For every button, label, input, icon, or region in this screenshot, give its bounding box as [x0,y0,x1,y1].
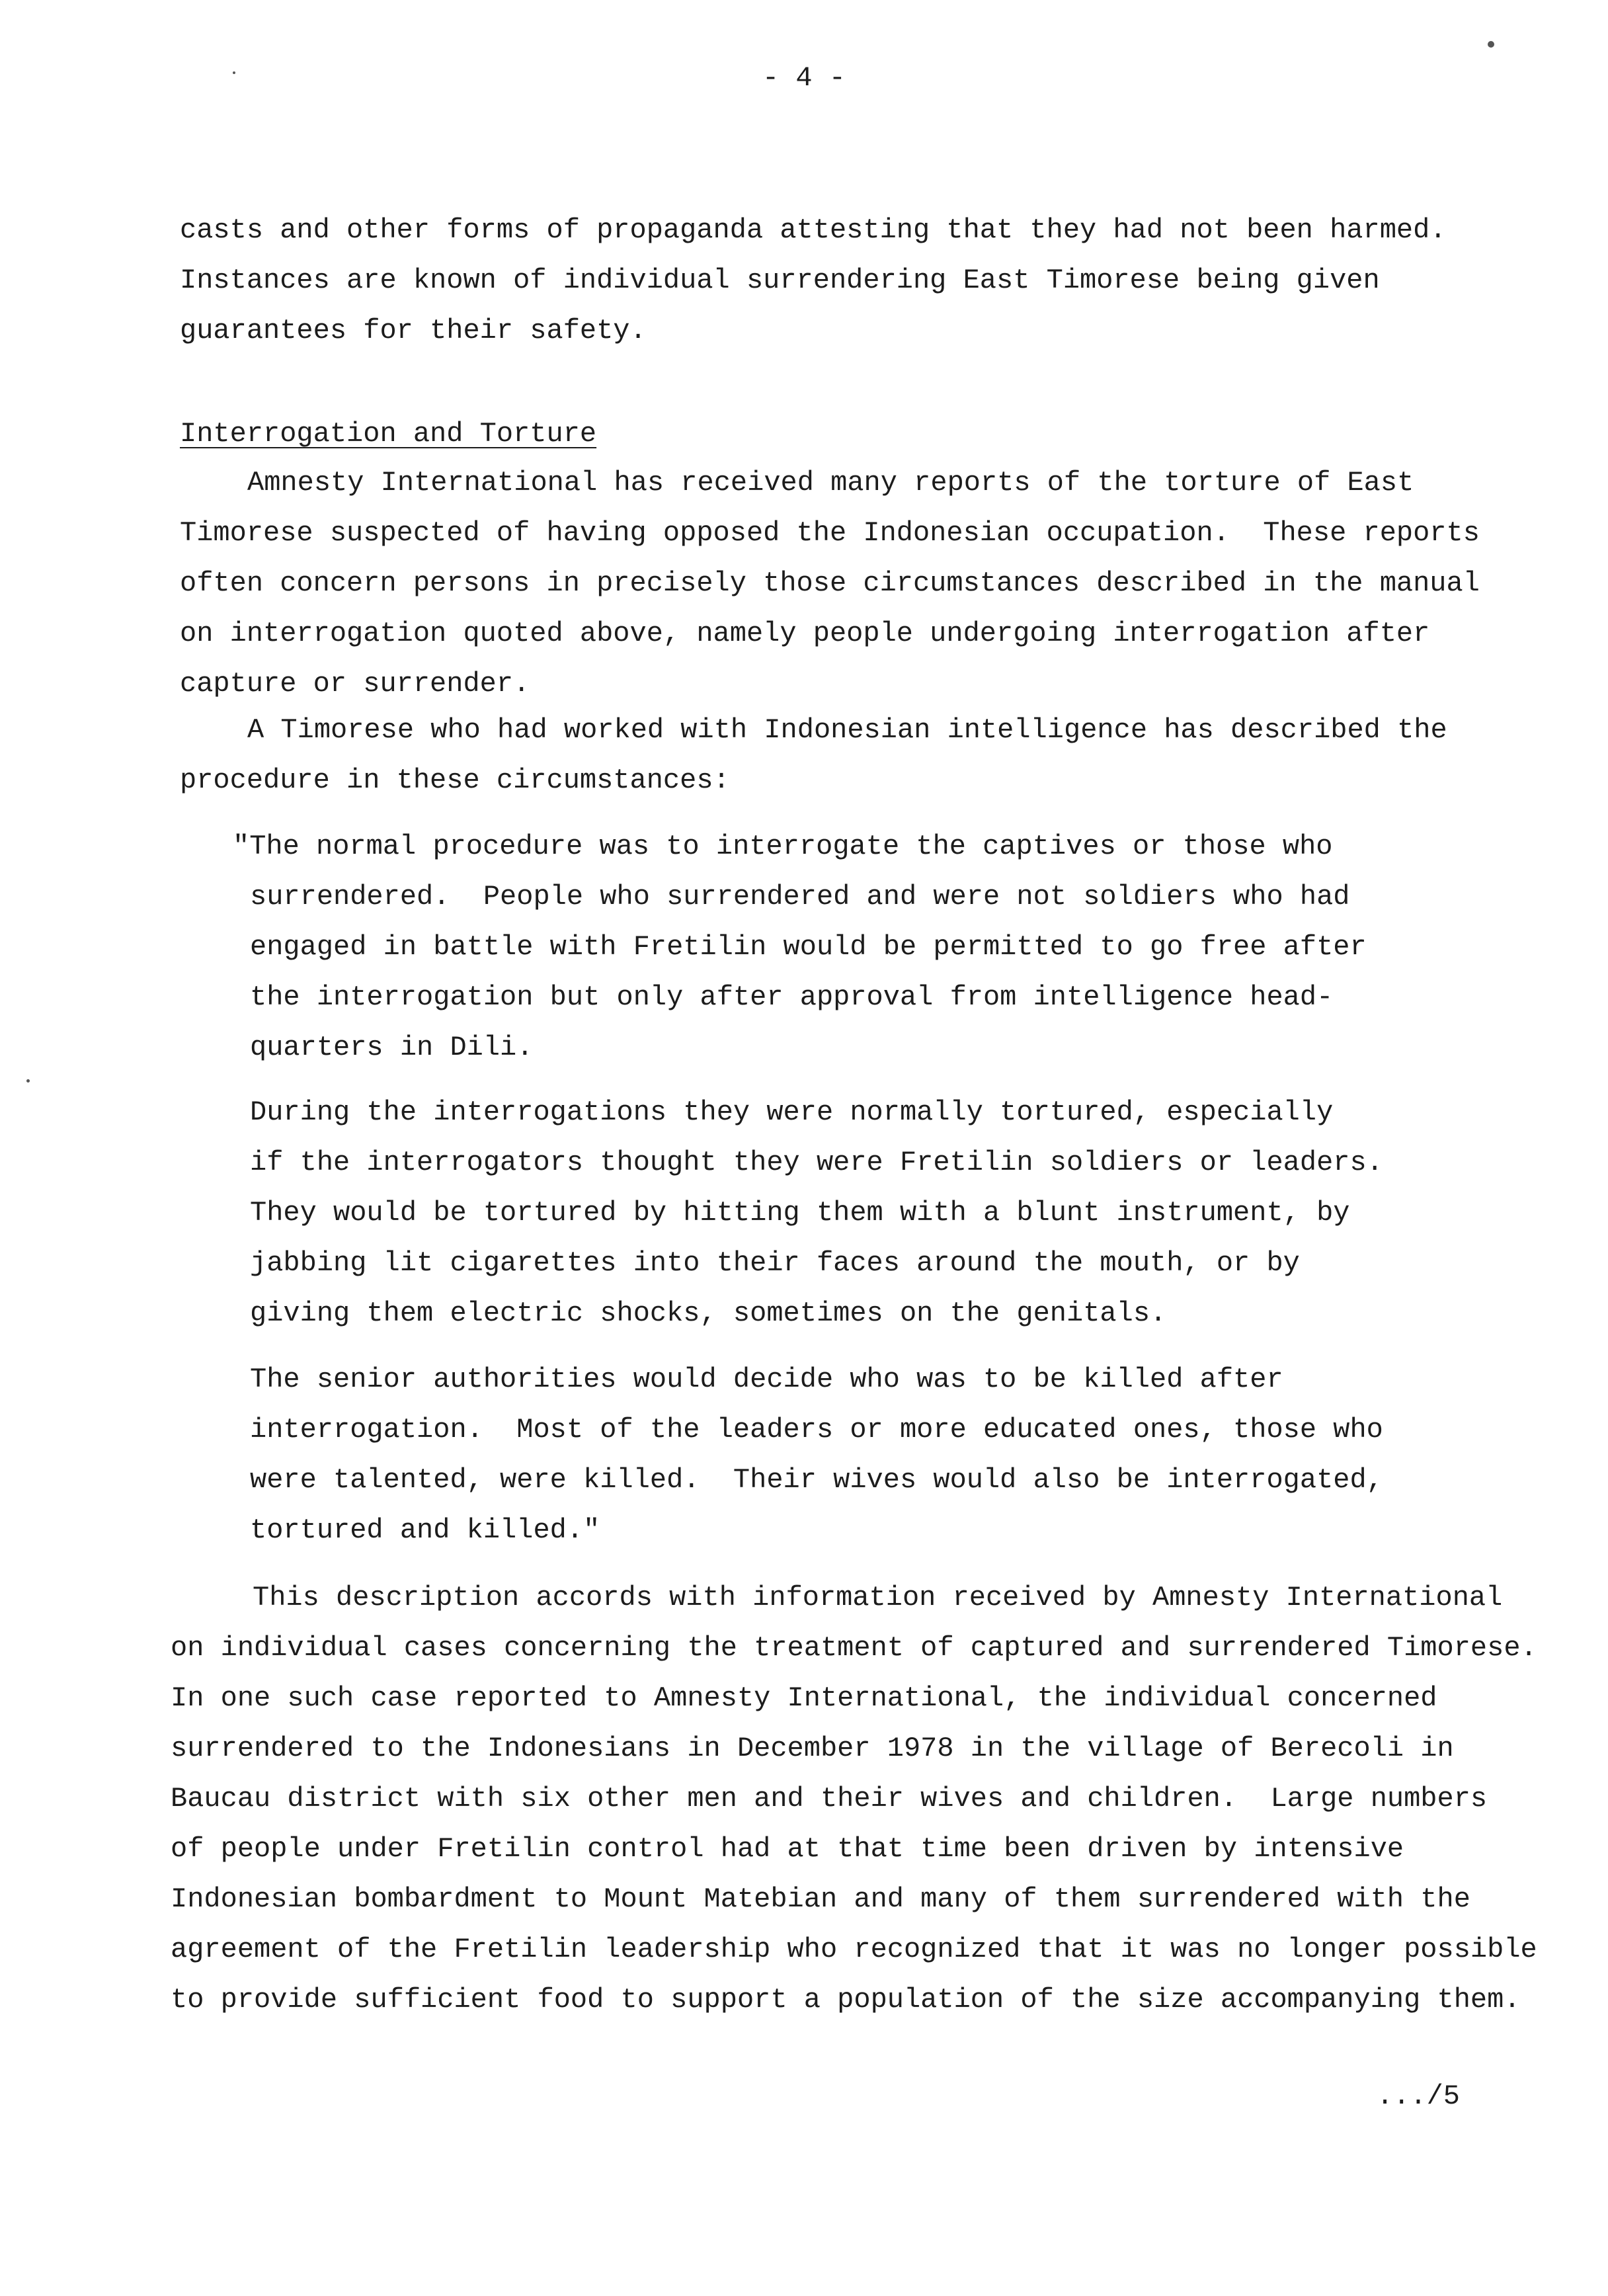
page-number: - 4 - [762,62,846,94]
text-line: of people under Fretilin control had at that time been driven by intensive [171,1833,1404,1865]
text-line: surrendered to the Indonesians in December 1978 in the village of Berecoli in [171,1733,1454,1764]
paragraph-timorese [180,705,1447,805]
paragraph-reports [180,458,1480,709]
text-line: giving them electric shocks, sometimes on the genitals. [250,1297,1167,1329]
text-line: procedure in these circumstances: [180,764,730,796]
text-line: Indonesian bombardment to Mount Matebian and many of them surrendered with the [171,1883,1470,1915]
text-line: In one such case reported to Amnesty International, the individual concerned [171,1682,1437,1714]
text-line: Baucau district with six other men and their wives and children. Large numbers [171,1783,1488,1815]
text-line: often concern persons in precisely those circumstances described in the manual [180,567,1480,599]
text-line: were talented, were killed. Their wives would also be interrogated, [250,1464,1383,1496]
text-line: They would be tortured by hitting them with a blunt instrument, by [250,1197,1350,1229]
text-line: agreement of the Fretilin leadership who recognized that it was no longer possible [171,1934,1537,1965]
text-line: engaged in battle with Fretilin would be permitted to go free after [250,931,1367,963]
closing-paragraph [171,1573,1537,2025]
text-line: A Timorese who had worked with Indonesian intelligence has described the [247,714,1447,746]
quote-paragraph-3 [250,1354,1383,1555]
text-line: casts and other forms of propaganda attesting that they had not been harmed. [180,214,1447,246]
text-line: on individual cases concerning the treatment of captured and surrendered Timorese. [171,1632,1537,1664]
text-line: Instances are known of individual surrendering East Timorese being given [180,265,1380,296]
margin-speck [26,1079,30,1083]
text-line: interrogation. Most of the leaders or more educated ones, those who [250,1414,1383,1446]
text-line: surrendered. People who surrendered and were not soldiers who had [250,881,1350,913]
text-line: guarantees for their safety. [180,315,647,347]
opening-paragraph [180,205,1447,356]
text-line: capture or surrender. [180,668,530,700]
text-line: the interrogation but only after approval from intelligence head- [250,981,1334,1013]
quote-paragraph-1 [233,821,1367,1073]
text-line: This description accords with information received by Amnesty International [253,1582,1503,1614]
continuation-marker: .../5 [1376,2080,1460,2112]
text-line: During the interrogations they were normally tortured, especially [250,1096,1334,1128]
text-line: "The normal procedure was to interrogate the captives or those who [233,831,1333,862]
text-line: on interrogation quoted above, namely people undergoing interrogation after [180,618,1430,649]
section-heading: Interrogation and Torture [180,418,597,450]
text-line: Timorese suspected of having opposed the Indonesian occupation. These reports [180,517,1480,549]
text-line: tortured and killed." [250,1514,600,1546]
text-line: to provide sufficient food to support a population of the size accompanying them. [171,1984,1521,2016]
text-line: Amnesty International has received many reports of the torture of East [247,467,1414,499]
text-line: jabbing lit cigarettes into their faces around the mouth, or by [250,1247,1300,1279]
text-line: if the interrogators thought they were Fretilin soldiers or leaders. [250,1147,1383,1178]
margin-speck [1488,41,1494,48]
text-line: The senior authorities would decide who was to be killed after [250,1364,1283,1395]
text-line: quarters in Dili. [250,1032,534,1063]
quote-paragraph-2 [250,1087,1383,1338]
